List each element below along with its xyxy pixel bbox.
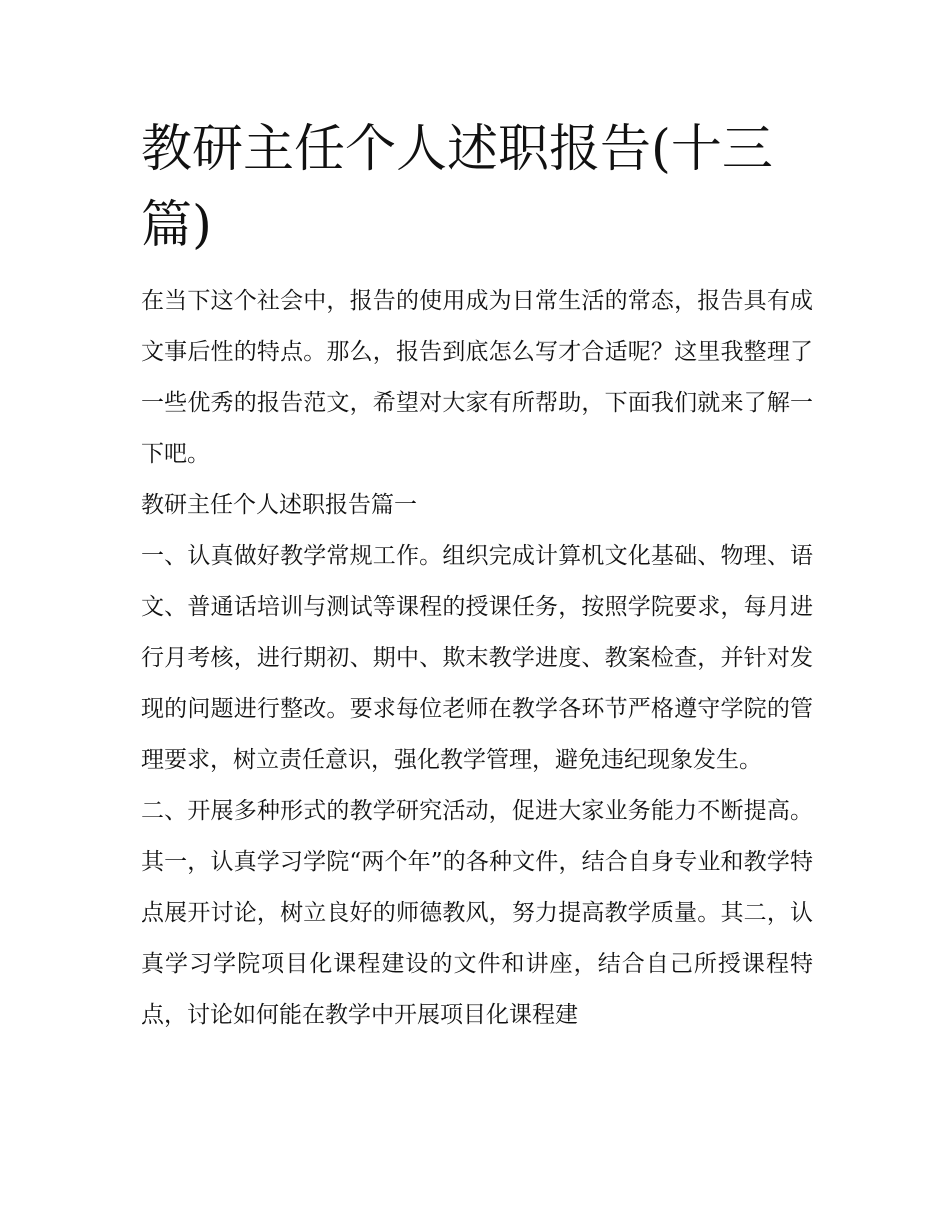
intro-paragraph: 在当下这个社会中，报告的使用成为日常生活的常态，报告具有成文事后性的特点。那么，报告到底怎么写才合适呢？这里我整理了一些优秀的报告范文，希望对大家有所帮助，下面我们就来了解一下吧。: [141, 288, 813, 467]
section-heading: 教研主任个人述职报告篇一: [141, 492, 417, 518]
document-title: 教研主任个人述职报告(十三篇): [141, 120, 773, 255]
body-paragraph: 一、认真做好教学常规工作。组织完成计算机文化基础、物理、语文、普通话培训与测试等课程的授课任务，按照学院要求，每月进行月考核，进行期初、期中、欺末教学进度、教案检查，并针对发现的问题进行整改。要求每位老师在教学各环节严格遵守学院的管理要求，树立责任意识，强化教学管理，避免违纪现象发生。: [141, 543, 813, 773]
body-paragraph: 二、开展多种形式的教学研究活动，促进大家业务能力不断提高。其一，认真学习学院“两个年”的各种文件，结合自身专业和教学特点展开讨论，树立良好的师德教风，努力提高教学质量。其二，认真学习学院项目化课程建设的文件和讲座，结合自己所授课程特点，讨论如何能在教学中开展项目化课程建: [141, 798, 813, 1028]
document-body: [141, 276, 813, 1041]
